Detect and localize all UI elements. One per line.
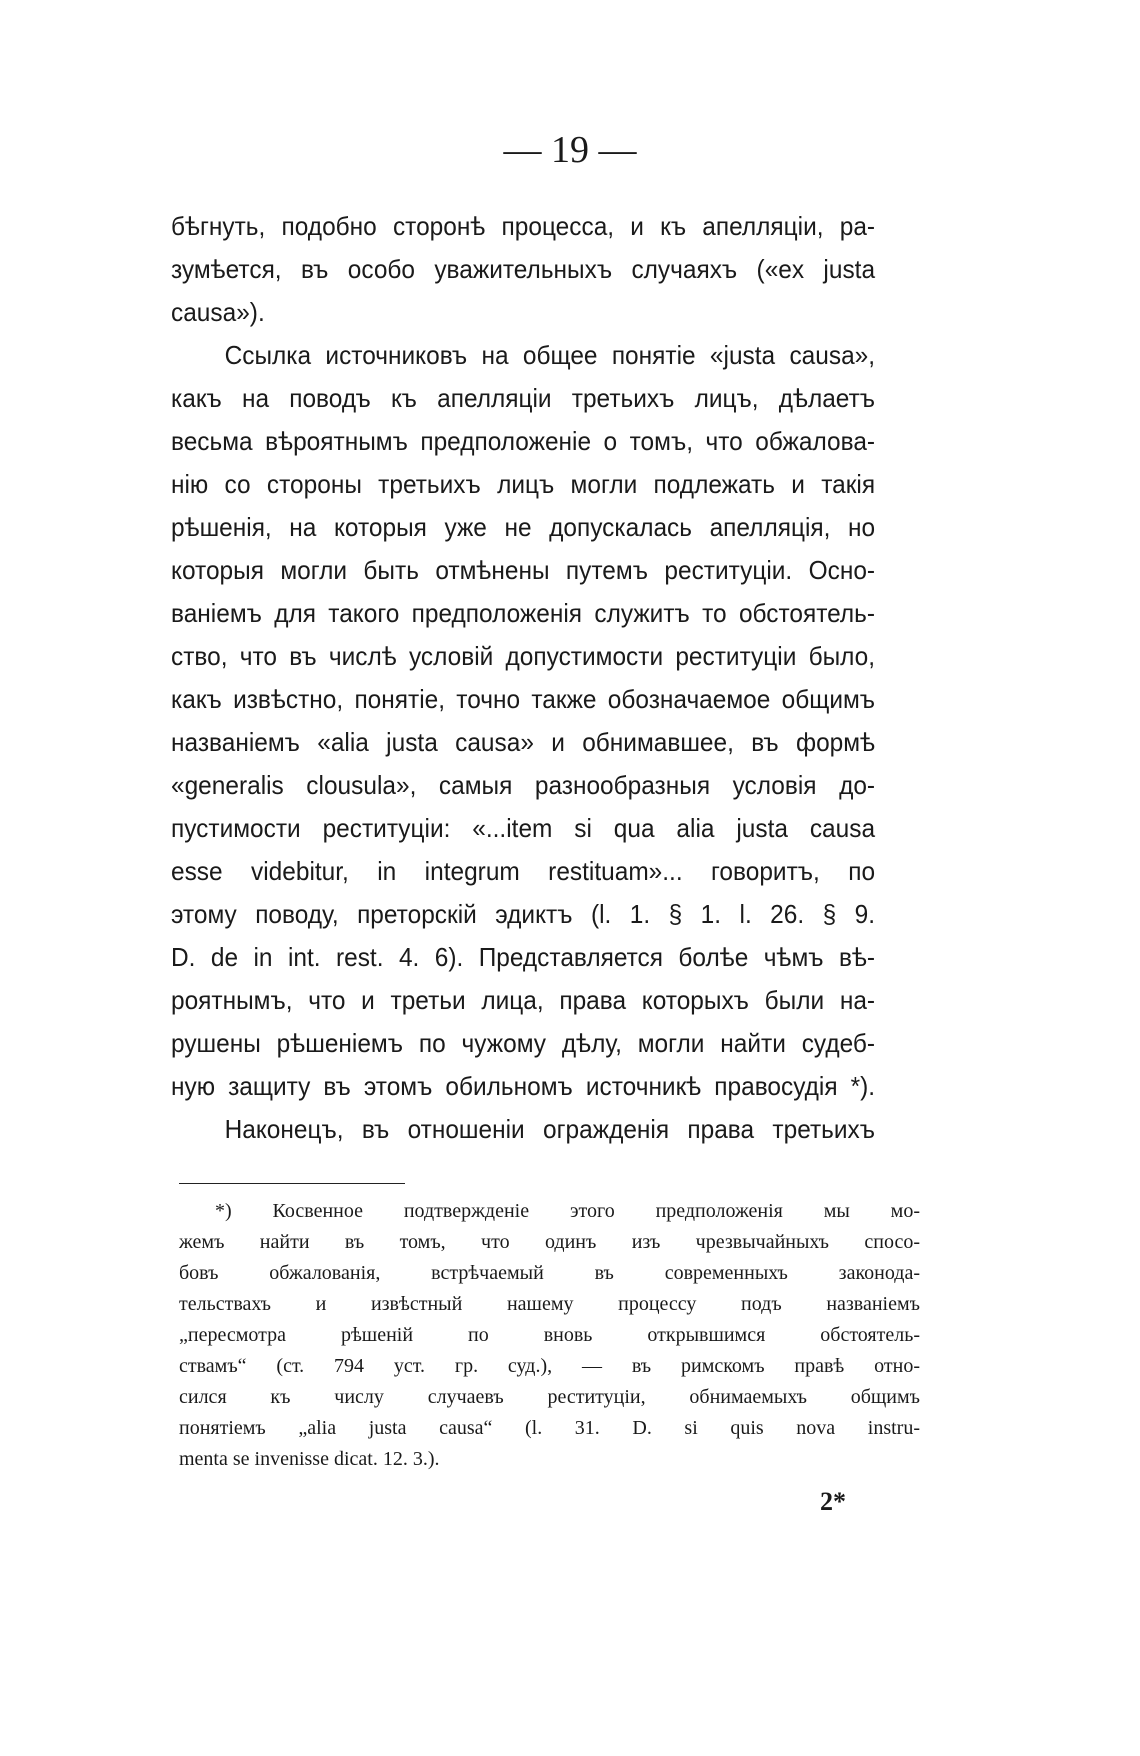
page-number: — 19 — <box>503 129 637 171</box>
footnote <box>179 1196 920 1475</box>
text-line: этому поводу, преторскій эдиктъ (l. 1. § 1. l. 26. § 9. <box>171 899 876 929</box>
footnote-line: бовъ обжалованія, встрѣчаемый въ современныхъ законода- <box>179 1262 920 1284</box>
text-line: которыя могли быть отмѣнены путемъ реституціи. Осно- <box>171 555 876 585</box>
footnote-separator <box>179 1183 405 1184</box>
text-line: бѣгнуть, подобно сторонѣ процесса, и къ апелляціи, ра- <box>171 211 876 241</box>
main-text <box>171 205 875 1151</box>
text-line: нію со стороны третьихъ лицъ могли подлежать и такія <box>171 469 876 499</box>
text-line: esse videbitur, in integrum restituam»... говоритъ, по <box>171 856 876 886</box>
text-line: ваніемъ для такого предположенія служитъ то обстоятель- <box>171 598 876 628</box>
text-line: D. de in int. rest. 4. 6). Представляется болѣе чѣмъ вѣ- <box>171 942 876 972</box>
footnote-line: *) Косвенное подтвержденіе этого предположенія мы мо- <box>215 1200 920 1222</box>
text-line: рѣшенія, на которыя уже не допускалась апелляція, но <box>171 512 876 542</box>
text-line: рушены рѣшеніемъ по чужому дѣлу, могли найти судеб- <box>171 1028 876 1058</box>
text-line: Ссылка источниковъ на общее понятіе «justa causa», <box>224 340 876 370</box>
text-line: пустимости реституціи: «...item si qua alia justa causa <box>171 813 876 843</box>
signature-mark: 2* <box>820 1487 846 1516</box>
text-line: зумѣется, въ особо уважительныхъ случаяхъ («ex justa <box>171 254 876 284</box>
text-line: весьма вѣроятнымъ предположеніе о томъ, что обжалова- <box>171 426 876 456</box>
text-line: ную защиту въ этомъ обильномъ источникѣ правосудія *). <box>171 1071 876 1101</box>
text-line: «generalis clousula», самыя разнообразныя условія до- <box>171 770 876 800</box>
footnote-line: понятіемъ „alia justa causa“ (l. 31. D. si quis nova instru- <box>179 1417 920 1439</box>
footnote-line: „пересмотра рѣшеній по вновь открывшимся обстоятель- <box>179 1324 920 1346</box>
text-line: какъ извѣстно, понятіе, точно также обозначаемое общимъ <box>171 684 876 714</box>
text-line: causa»). <box>171 297 265 327</box>
text-line: названіемъ «alia justa causa» и обнимавшее, въ формѣ <box>171 727 876 757</box>
text-line: ство, что въ числѣ условій допустимости реституціи было, <box>171 641 876 671</box>
footnote-line: тельствахъ и извѣстный нашему процессу подъ названіемъ <box>179 1293 920 1315</box>
footnote-line: menta se invenisse dicat. 12. 3.). <box>179 1448 440 1470</box>
text-line: какъ на поводъ къ апелляціи третьихъ лицъ, дѣлаетъ <box>171 383 876 413</box>
footnote-line: сился къ числу случаевъ реституціи, обнимаемыхъ общимъ <box>179 1386 920 1408</box>
footnote-line: жемъ найти въ томъ, что одинъ изъ чрезвычайныхъ спосо- <box>179 1231 920 1253</box>
text-line: роятнымъ, что и третьи лица, права которыхъ были на- <box>171 985 876 1015</box>
text-line: Наконецъ, въ отношеніи огражденія права третьихъ <box>224 1114 876 1144</box>
footnote-line: ствамъ“ (ст. 794 уст. гр. суд.), — въ римскомъ правѣ отно- <box>179 1355 920 1377</box>
